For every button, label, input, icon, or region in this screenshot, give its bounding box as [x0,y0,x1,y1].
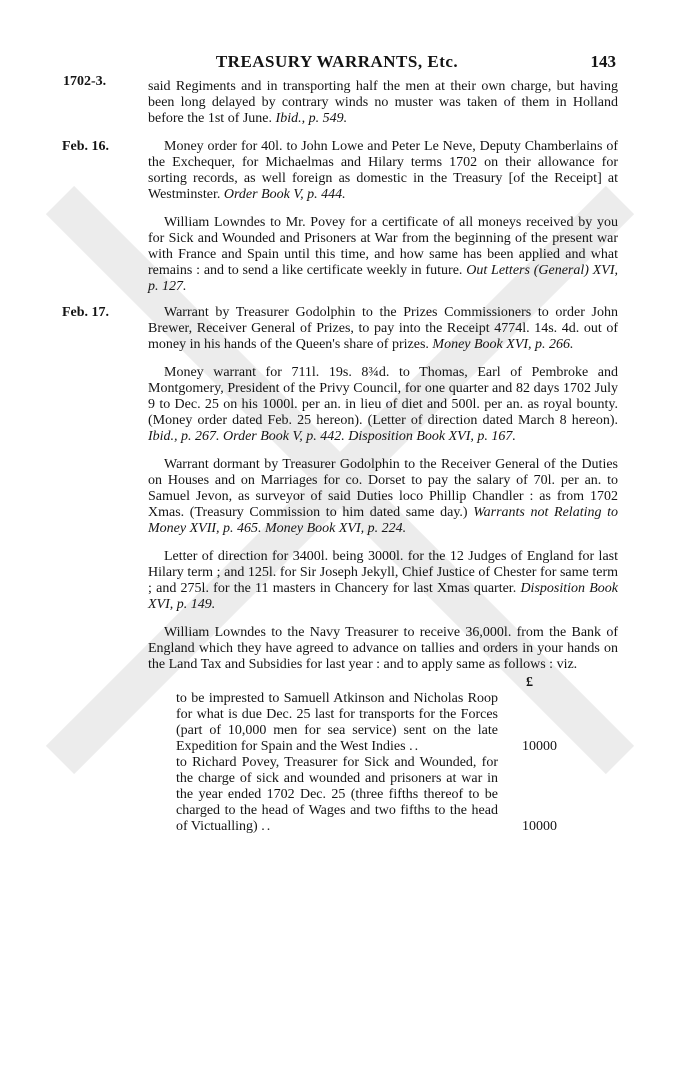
ledger-amount: 10000 [522,819,557,834]
currency-symbol: £ [526,675,533,690]
leader-dots: .. [261,819,273,834]
ledger-item-text: to be imprested to Samuell Atkinson and Nicholas Roop for what is due Dec. 25 last for transports for the Forces (part of 10,000 men for sea service) sent on the late Expedition for Spain and the West Indies .. [176,691,498,754]
entry-date: Feb. 17. [62,305,110,320]
entry-paragraph: William Lowndes to Mr. Povey for a certificate of all moneys received by you for Sick and Wounded and Prisoners at War from the beginning of the present war with France and Spain until this time, and how same has been applied and what remains : and to send a like certificate weekly in future. Out Letters (General) XVI, p. 127. [148,215,619,294]
entry-paragraph: William Lowndes to the Navy Treasurer to receive 36,000l. from the Bank of England which they have agreed to advance on tallies and orders in your hands on the Land Tax and Subsidies for last year : and to apply same as follows : viz. [148,625,618,672]
entry-reference: Order Book V, p. 444. [223,187,346,202]
running-head: TREASURY WARRANTS, Etc. [215,52,459,71]
entry-reference: Ibid., p. 267. Order Book V, p. 442. Disposition Book XVI, p. 167. [148,429,516,444]
entry-paragraph: Warrant by Treasurer Godolphin to the Prizes Commissioners to order John Brewer, Receiver General of Prizes, to pay into the Receipt 4774l. 14s. 4d. out of money in his hands of the Queen's share of prizes. Money Book XVI, p. 266. [148,305,618,352]
ledger-item [176,755,618,835]
margin-year: 1702-3. [63,74,107,89]
entry-lowndes-povey [148,215,618,295]
entry-continuation [148,79,618,127]
entry-paragraph: said Regiments and in transporting half the men at their own charge, but having been long delayed by contrary winds no muster was taken of them in Holland before the 1st of June. Ibid., p. 549. [148,79,618,126]
ledger-item-text: to Richard Povey, Treasurer for Sick and Wounded, for the charge of sick and wounded and prisoners at war in the year ended 1702 Dec. 25 (three fifths thereof to be charged to the head of Wages and two fifths to the head of Victualling) .. [176,755,498,834]
entry-paragraph: Letter of direction for 3400l. being 3000l. for the 12 Judges of England for last Hilary term ; and 125l. for Sir Joseph Jekyll, Chief Justice of Chester for same term ; and 275l. for the 11 masters in Chancery for last Xmas quarter. Disposition Book XVI, p. 149. [148,549,618,612]
ledger-header [176,675,618,691]
apportionment-ledger [176,675,618,835]
leader-dots: .. [409,739,421,754]
entry-reference: Out Letters (General) XVI, p. 127. [148,263,619,294]
entry-paragraph: Warrant dormant by Treasurer Godolphin to the Receiver General of the Duties on Houses and on Marriages for co. Dorset to pay the salary of 70l. per an. to Samuel Jevon, as surveyor of said Duties loco Phillip Chandler : as from 1702 Xmas. (Treasury Commission to him dated same day.) Warrants not Relating to Money XVII, p. 465. Money Book XVI, p. 224. [148,457,619,536]
entry-reference: Disposition Book XVI, p. 149. [148,581,618,612]
entry-pembroke-warrant [148,365,618,445]
entry-feb16-money-order [62,139,618,203]
entry-reference: Money Book XVI, p. 266. [432,337,574,352]
entry-date: Feb. 16. [62,139,110,154]
entry-navy-treasurer [148,625,618,835]
entry-feb17-prizes [62,305,618,353]
entry-warrant-dormant [148,457,618,537]
entry-paragraph: Money warrant for 711l. 19s. 8¾d. to Thomas, Earl of Pembroke and Montgomery, President of the Privy Council, for one quarter and 82 days 1702 July 9 to Dec. 25 on his 1000l. per an. in lieu of diet and 500l. per an. as royal bounty. (Money order dated Feb. 25 hereon). (Letter of direction dated March 8 hereon). Ibid., p. 267. Order Book V, p. 442. Disposition Book XVI, p. 167. [148,365,618,444]
page-number: 143 [590,52,616,71]
entry-letter-of-direction [148,549,618,613]
ledger-item [176,691,618,755]
ledger-amount: 10000 [522,739,557,754]
entry-reference: Ibid., p. 549. [275,111,348,126]
entry-paragraph: Money order for 40l. to John Lowe and Peter Le Neve, Deputy Chamberlains of the Exchequer, for Michaelmas and Hilary terms 1702 on their allowance for sorting records, as well foreign as domestic in the Treasury [of the Receipt] at Westminster. Order Book V, p. 444. [148,139,618,202]
page-header [0,52,674,74]
entry-reference: Warrants not Relating to Money XVII, p. 465. Money Book XVI, p. 224. [148,505,619,536]
